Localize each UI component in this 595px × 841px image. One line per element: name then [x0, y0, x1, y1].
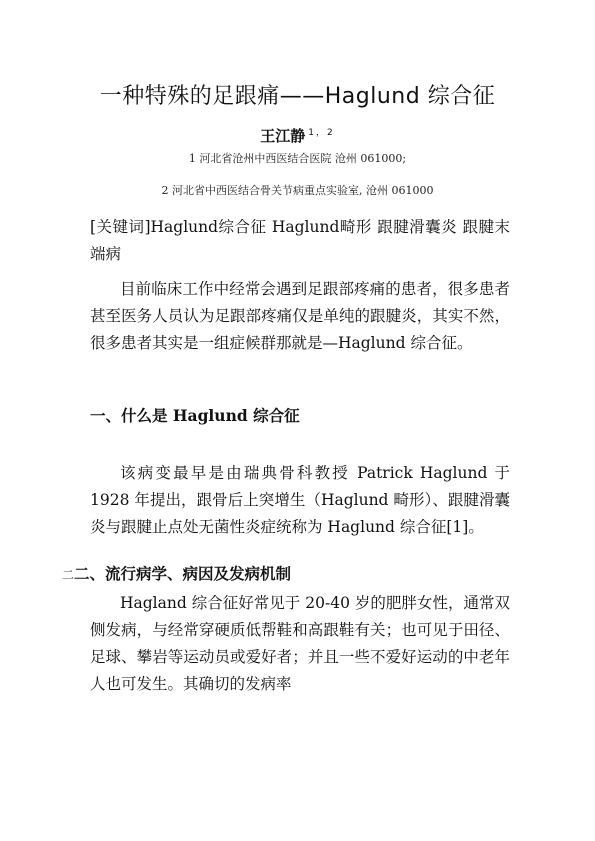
section-heading-2-text: 二、流行病学、病因及发病机制: [74, 564, 292, 583]
affiliation-2: 2 河北省中西医结合骨关节病重点实验室, 沧州 061000: [161, 184, 434, 197]
section-body-2: Hagland 综合征好常见于 20-40 岁的肥胖女性，通常双侧发病，与经常穿硬质低帮鞋和高跟鞋有关；也可见于田径、足球、攀岩等运动员或爱好者；并且一些不爱好运动的中老年人也可发生。其确切的发病率: [90, 594, 510, 693]
stray-prefix: 二: [62, 568, 75, 582]
keywords: [关键词]Haglund综合征 Haglund畸形 跟腱滑囊炎 跟腱末端病: [90, 218, 510, 263]
author-superscript: 1，2: [308, 128, 335, 138]
author-name: 王江静: [260, 127, 306, 145]
affiliation-1: 1 河北省沧州中西医结合医院 沧州 061000;: [188, 152, 407, 165]
section-heading-1: 一、什么是 Haglund 综合征: [90, 406, 300, 425]
article-title: 一种特殊的足跟痛——Haglund 综合征: [99, 84, 496, 109]
section-heading-2: [62, 562, 291, 587]
intro-paragraph: 目前临床工作中经常会遇到足跟部疼痛的患者，很多患者甚至医务人员认为足跟部疼痛仅是单纯的跟腱炎，其实不然，很多患者其实是一组症候群那就是—Haglund 综合征。: [90, 280, 510, 352]
author-line: [0, 122, 595, 147]
section-body-1: 该病变最早是由瑞典骨科教授 Patrick Haglund 于 1928 年提出，跟骨后上突增生（Haglund 畸形）、跟腱滑囊炎与跟腱止点处无菌性炎症统称为 Haglund 综合征[1]。: [90, 464, 510, 536]
